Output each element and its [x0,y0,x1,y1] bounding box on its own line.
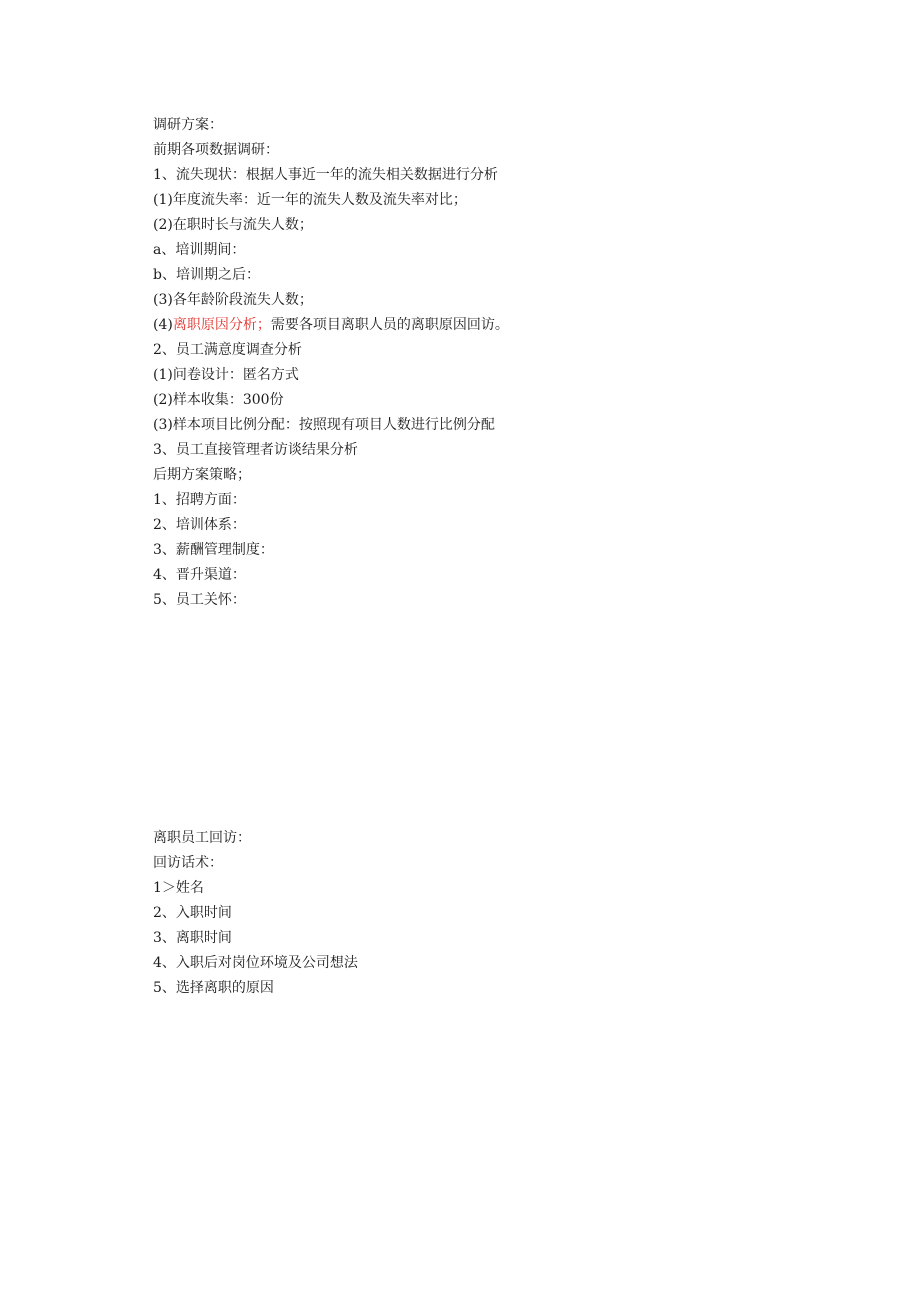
list-item: 4、入职后对岗位环境及公司想法 [153,955,358,971]
list-item: (2)样本收集：300份 [153,392,284,408]
list-item: b、培训期之后： [153,267,260,283]
list-item: (3)各年龄阶段流失人数； [153,292,313,308]
list-item: 3、薪酬管理制度： [153,542,274,558]
list-item: 1＞姓名 [153,880,204,896]
highlighted-text: 离职原因分析； [172,317,271,333]
list-item: 3、员工直接管理者访谈结果分析 [153,442,358,458]
exit-interview-section [153,826,358,1001]
plan-title: 调研方案： [153,117,223,133]
list-item: (1)问卷设计：匿名方式 [153,367,299,383]
later-strategy-heading: 后期方案策略； [153,467,251,483]
list-item: 1、招聘方面： [153,492,246,508]
list-item: (2)在职时长与流失人数； [153,217,313,233]
list-item: 2、培训体系： [153,517,246,533]
resignation-reason-item [153,313,509,338]
list-item: (1)年度流失率：近一年的流失人数及流失率对比； [153,192,467,208]
list-item: 2、入职时间 [153,905,232,921]
early-research-heading: 前期各项数据调研： [153,142,279,158]
item4-prefix: (4) [153,317,173,333]
list-item: a、培训期间： [153,242,246,258]
list-item: 2、员工满意度调查分析 [153,342,302,358]
list-item: 5、选择离职的原因 [153,980,274,996]
item4-rest: 需要各项目离职人员的离职原因回访。 [270,317,509,333]
list-item: 5、员工关怀： [153,592,246,608]
exit-interview-heading: 离职员工回访： [153,830,251,846]
list-item: 4、晋升渠道： [153,567,246,583]
research-plan-section [153,113,509,613]
script-heading: 回访话术： [153,855,223,871]
list-item: (3)样本项目比例分配：按照现有项目人数进行比例分配 [153,417,495,433]
list-item: 1、流失现状：根据人事近一年的流失相关数据进行分析 [153,167,498,183]
list-item: 3、离职时间 [153,930,232,946]
